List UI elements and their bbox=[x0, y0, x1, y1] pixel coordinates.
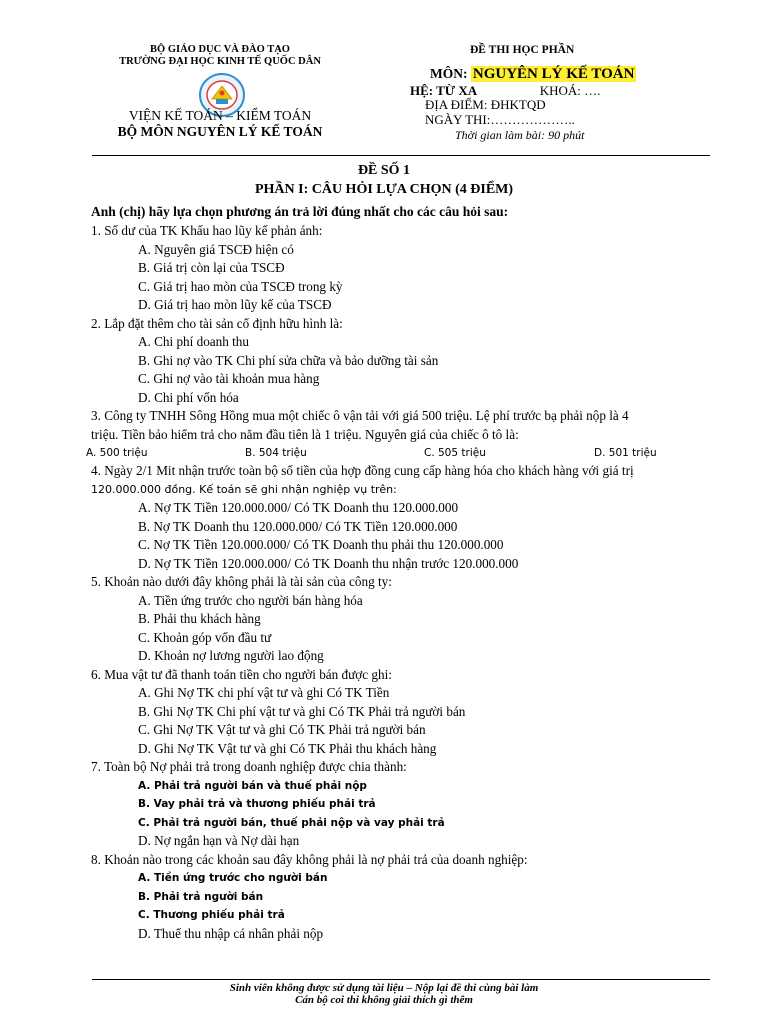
subject-label: MÔN: bbox=[430, 66, 468, 81]
question-5: 5. Khoản nào dưới đây không phải là tài sản của công ty: bbox=[91, 574, 392, 589]
question-3-option-d: D. 501 triệu bbox=[594, 447, 657, 459]
question-2-option-d: D. Chi phí vốn hóa bbox=[138, 389, 239, 405]
question-2-option-a: A. Chi phí doanh thu bbox=[138, 334, 249, 349]
question-3-option-a: A. 500 triệu bbox=[86, 447, 148, 459]
question-6-option-b: B. Ghi Nợ TK Chi phí vật tư và ghi Có TK Phải trả người bán bbox=[138, 703, 466, 719]
question-1: 1. Số dư của TK Khấu hao lũy kế phản ánh: bbox=[91, 223, 323, 238]
question-3-options bbox=[86, 444, 711, 462]
system-label: HỆ: TỪ XA bbox=[410, 83, 477, 98]
question-4-option-d: D. Nợ TK Tiền 120.000.000/ Có TK Doanh thu nhận trước 120.000.000 bbox=[138, 555, 519, 571]
question-1-option-d: D. Giá trị hao mòn lũy kế của TSCĐ bbox=[138, 297, 332, 312]
question-3-line-2: triệu. Tiền bảo hiểm trả cho năm đầu tiên là 1 triệu. Nguyên giá của chiếc ô tô là: bbox=[91, 426, 519, 442]
question-4-option-c: C. Nợ TK Tiền 120.000.000/ Có TK Doanh thu phải thu 120.000.000 bbox=[138, 537, 504, 552]
question-7-option-c: C. Phải trả người bán, thuế phải nộp và vay phải trả bbox=[138, 816, 445, 829]
footer-line-2: Cán bộ coi thi không giải thích gì thêm bbox=[295, 994, 473, 1006]
question-5-option-b: B. Phải thu khách hàng bbox=[138, 611, 261, 626]
question-4-line-2: 120.000.000 đồng. Kế toán sẽ ghi nhận nghiệp vụ trên: bbox=[91, 482, 397, 496]
question-5-option-c: C. Khoản góp vốn đầu tư bbox=[138, 629, 272, 645]
question-4-option-a: A. Nợ TK Tiền 120.000.000/ Có TK Doanh thu 120.000.000 bbox=[138, 500, 459, 515]
exam-duration: Thời gian làm bài: 90 phút bbox=[455, 128, 585, 142]
university-name: TRƯỜNG ĐẠI HỌC KINH TẾ QUỐC DÂN bbox=[119, 56, 321, 67]
instruction: Anh (chị) hãy lựa chọn phương án trả lời đúng nhất cho các câu hỏi sau: bbox=[91, 204, 509, 219]
question-8-option-c: C. Thương phiếu phải trả bbox=[138, 909, 285, 921]
question-6-option-d: D. Ghi Nợ TK Vật tư và ghi Có TK Phải thu khách hàng bbox=[138, 740, 437, 756]
question-7-option-b: B. Vay phải trả và thương phiếu phải trả bbox=[138, 798, 376, 810]
footer-divider bbox=[92, 979, 710, 980]
question-8: 8. Khoản nào trong các khoản sau đây không phải là nợ phải trả của doanh nghiệp: bbox=[91, 851, 528, 867]
question-1-option-b: B. Giá trị còn lại của TSCĐ bbox=[138, 260, 285, 275]
ministry-name: BỘ GIÁO DỤC VÀ ĐÀO TẠO bbox=[150, 44, 290, 55]
exam-number: ĐỀ SỐ 1 bbox=[357, 163, 411, 178]
question-3-option-b: B. 504 triệu bbox=[245, 447, 307, 459]
course-label: KHOÁ: …. bbox=[539, 83, 601, 98]
question-list bbox=[86, 222, 711, 943]
question-2: 2. Lắp đặt thêm cho tài sản cố định hữu hình là: bbox=[91, 315, 343, 331]
subject-name: NGUYÊN LÝ KẾ TOÁN bbox=[472, 66, 635, 82]
question-6: 6. Mua vật tư đã thanh toán tiền cho người bán được ghi: bbox=[91, 666, 392, 682]
question-2-option-c: C. Ghi nợ vào tài khoản mua hàng bbox=[138, 371, 320, 386]
department-block bbox=[100, 108, 340, 140]
question-4-option-b: B. Nợ TK Doanh thu 120.000.000/ Có TK Tiền 120.000.000 bbox=[138, 518, 458, 534]
question-7-option-a: A. Phải trả người bán và thuế phải nộp bbox=[138, 779, 367, 792]
question-8-option-a: A. Tiền ứng trước cho người bán bbox=[138, 872, 328, 884]
question-8-option-d: D. Thuế thu nhập cá nhân phải nộp bbox=[138, 925, 324, 941]
exam-date: NGÀY THI:……………….. bbox=[425, 112, 575, 127]
question-3-line-1: 3. Công ty TNHH Sông Hồng mua một chiếc ô vận tải với giá 500 triệu. Lệ phí trước bạ phải nộp là 4 bbox=[91, 408, 629, 423]
question-3-option-c: C. 505 triệu bbox=[424, 447, 486, 459]
department-name: BỘ MÔN NGUYÊN LÝ KẾ TOÁN bbox=[117, 124, 323, 139]
question-5-option-a: A. Tiền ứng trước cho người bán hàng hóa bbox=[138, 592, 363, 608]
question-1-option-a: A. Nguyên giá TSCĐ hiện có bbox=[138, 241, 294, 257]
institute-name: VIỆN KẾ TOÁN – KIỂM TOÁN bbox=[128, 108, 312, 123]
question-7: 7. Toàn bộ Nợ phải trả trong doanh nghiệp được chia thành: bbox=[91, 759, 407, 774]
subject-row bbox=[430, 66, 636, 83]
part-title: PHẦN I: CÂU HỎI LỰA CHỌN (4 ĐIỂM) bbox=[254, 182, 514, 197]
header-divider bbox=[92, 155, 710, 156]
question-5-option-d: D. Khoản nợ lương người lao động bbox=[138, 648, 324, 663]
question-8-option-b: B. Phải trả người bán bbox=[138, 890, 264, 903]
exam-place: ĐỊA ĐIỂM: ĐHKTQD bbox=[425, 97, 546, 112]
question-1-option-c: C. Giá trị hao mòn của TSCĐ trong kỳ bbox=[138, 278, 343, 294]
question-6-option-c: C. Ghi Nợ TK Vật tư và ghi Có TK Phải trả người bán bbox=[138, 722, 426, 737]
footer-note bbox=[0, 982, 768, 1006]
footer-line-1: Sinh viên không được sử dụng tài liệu – Nộp lại đề thi cùng bài làm bbox=[229, 982, 539, 994]
question-2-option-b: B. Ghi nợ vào TK Chi phí sửa chữa và bảo dưỡng tài sản bbox=[138, 352, 439, 368]
school-header bbox=[110, 44, 330, 68]
exam-title: ĐỀ THI HỌC PHẦN bbox=[470, 44, 575, 56]
question-4-line-1: 4. Ngày 2/1 Mit nhận trước toàn bộ số tiền của hợp đồng cung cấp hàng hóa cho khách hàng với giá trị bbox=[91, 463, 634, 478]
question-7-option-d: D. Nợ ngắn hạn và Nợ dài hạn bbox=[138, 833, 300, 848]
question-6-option-a: A. Ghi Nợ TK chi phí vật tư và ghi Có TK Tiền bbox=[138, 685, 390, 700]
